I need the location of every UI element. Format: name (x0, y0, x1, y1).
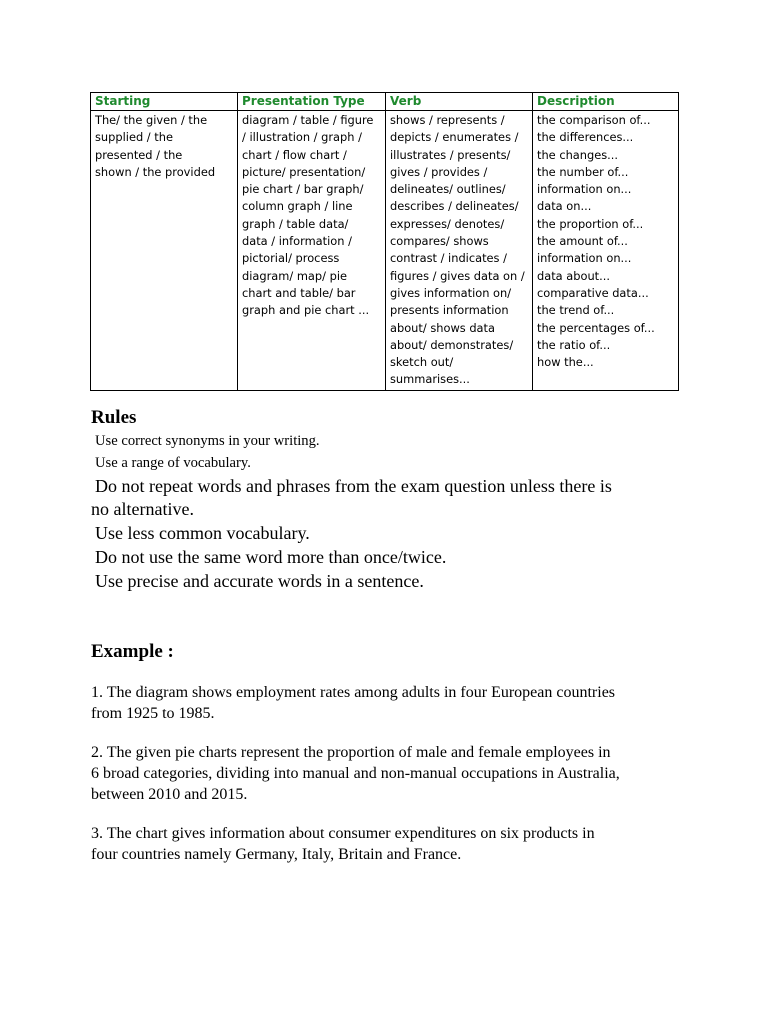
cell-line: expresses/ denotes/ (390, 216, 505, 231)
rule-item: Use less common vocabulary. (95, 523, 310, 543)
cell-line: shown / the provided (95, 164, 216, 179)
cell-line: chart / flow chart / (242, 147, 347, 162)
cell-line: picture/ presentation/ (242, 164, 366, 179)
cell-line: the changes... (537, 147, 619, 162)
cell-line: compares/ shows (390, 234, 489, 249)
rule-item: Do not use the same word more than once/twice. (95, 547, 447, 567)
rule-item: Do not repeat words and phrases from the exam question unless there is (95, 476, 612, 496)
table-header-row (91, 93, 679, 111)
header-starting: Starting (91, 93, 238, 111)
example-item (91, 742, 691, 805)
cell-line: the number of... (537, 164, 629, 179)
cell-line: graph and pie chart ... (242, 303, 370, 318)
cell-line: illustrates / presents/ (390, 147, 511, 162)
cell-line: pictorial/ process (242, 251, 340, 266)
cell-line: pie chart / bar graph/ (242, 182, 364, 197)
example-line: 6 broad categories, dividing into manual and non-manual occupations in Australia, (91, 765, 620, 782)
table-row (91, 111, 679, 391)
example-line: 2. The given pie charts represent the proportion of male and female employees in (91, 744, 611, 761)
cell-line: information on... (537, 182, 632, 197)
cell-line: how the... (537, 355, 594, 370)
cell-verb (386, 111, 533, 391)
cell-line: comparative data... (537, 285, 649, 300)
cell-line: data / information / (242, 234, 352, 249)
cell-line: summarises... (390, 372, 470, 387)
example-item (91, 823, 691, 865)
cell-line: the trend of... (537, 303, 615, 318)
cell-line: The/ the given / the (95, 113, 208, 127)
cell-line: contrast / indicates / (390, 251, 507, 266)
cell-line: figures / gives data on / (390, 268, 525, 283)
cell-line: diagram/ map/ pie (242, 268, 347, 283)
rule-item: no alternative. (91, 499, 194, 519)
cell-line: gives information on/ (390, 285, 512, 300)
cell-line: diagram / table / figure (242, 113, 374, 127)
header-description: Description (533, 93, 679, 111)
cell-line: column graph / line (242, 199, 353, 214)
cell-line: the proportion of... (537, 216, 644, 231)
example-item (91, 682, 691, 724)
cell-line: depicts / enumerates / (390, 130, 519, 145)
cell-line: the amount of... (537, 234, 628, 249)
cell-line: chart and table/ bar (242, 285, 356, 300)
cell-line: the percentages of... (537, 320, 655, 335)
cell-line: data on... (537, 199, 592, 214)
cell-line: shows / represents / (390, 113, 505, 127)
cell-line: information on... (537, 251, 632, 266)
cell-description (533, 111, 679, 391)
cell-starting (91, 111, 238, 391)
cell-line: the ratio of... (537, 337, 611, 352)
example-line: 1. The diagram shows employment rates among adults in four European countries (91, 684, 616, 701)
cell-line: about/ demonstrates/ (390, 337, 514, 352)
cell-line: the differences... (537, 130, 634, 145)
rule-item: Use correct synonyms in your writing. (95, 433, 320, 449)
example-line: four countries namely Germany, Italy, Britain and France. (91, 846, 462, 863)
rules-heading: Rules (91, 407, 137, 428)
cell-line: graph / table data/ (242, 216, 349, 231)
cell-line: the comparison of... (537, 113, 651, 127)
header-verb: Verb (386, 93, 533, 111)
example-line: between 2010 and 2015. (91, 786, 248, 803)
cell-line: about/ shows data (390, 320, 495, 335)
example-line: from 1925 to 1985. (91, 705, 215, 722)
rule-item: Use a range of vocabulary. (95, 455, 251, 471)
cell-line: sketch out/ (390, 355, 454, 370)
vocabulary-table (90, 92, 679, 391)
cell-line: presents information (390, 303, 509, 318)
cell-line: delineates/ outlines/ (390, 182, 506, 197)
cell-line: / illustration / graph / (242, 130, 362, 145)
cell-line: describes / delineates/ (390, 199, 519, 214)
cell-line: data about... (537, 268, 611, 283)
cell-line: presented / the (95, 147, 183, 162)
example-line: 3. The chart gives information about consumer expenditures on six products in (91, 825, 595, 842)
example-heading: Example : (91, 641, 174, 662)
cell-line: supplied / the (95, 130, 173, 145)
rule-item: Use precise and accurate words in a sentence. (95, 571, 424, 591)
cell-presentation-type (238, 111, 386, 391)
cell-line: gives / provides / (390, 164, 488, 179)
header-presentation-type: Presentation Type (238, 93, 386, 111)
